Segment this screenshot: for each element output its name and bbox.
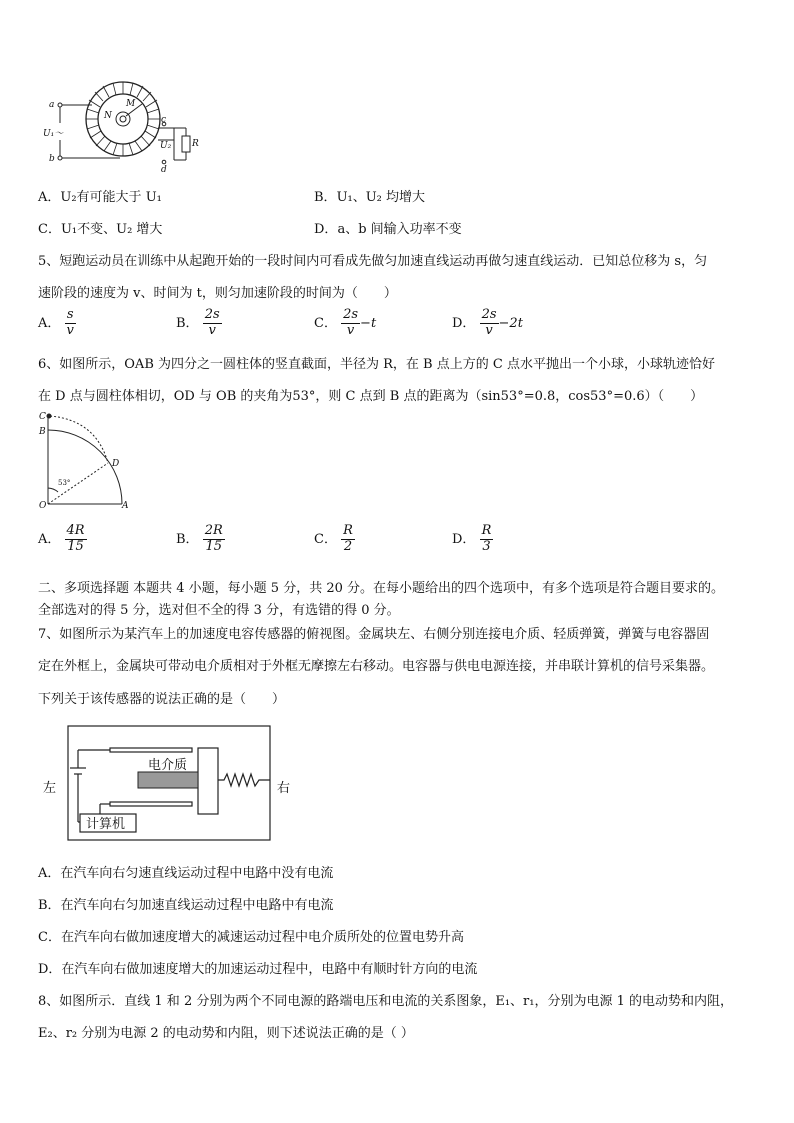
q5-option-c: C． $\frac{2s}{v}$ −t <box>314 307 377 338</box>
label-dielectric: 电介质 <box>148 758 188 773</box>
label-u1: U₁～ <box>43 129 64 139</box>
label-c: C <box>39 412 46 422</box>
label-d: d <box>161 165 167 174</box>
label-r: R <box>192 139 199 149</box>
quarter-cylinder-figure <box>36 408 136 512</box>
label-computer: 计算机 <box>86 817 126 832</box>
q4-option-a: A．U₂有可能大于 U₁ <box>38 190 162 205</box>
label-m: M <box>126 99 136 109</box>
capacitor-sensor-figure <box>40 720 300 848</box>
q5-option-a: A． $\frac{s}{v}$ <box>38 307 74 338</box>
q8-stem-line1: 8、如图所示．直线 1 和 2 分别为两个不同电源的路端电压和电流的关系图象，E₁、r₁，分别为电源 1 的电动势和内阻， <box>38 994 734 1009</box>
label-u2: U₂ <box>160 141 172 151</box>
q4-option-b: B．U₁、U₂ 均增大 <box>314 190 426 205</box>
label-d: D <box>112 459 120 469</box>
q7-option-c: C．在汽车向右做加速度增大的减速运动过程中电介质所处的位置电势升高 <box>38 930 464 945</box>
label-o: O <box>39 501 47 511</box>
label-a: A <box>122 501 129 511</box>
q4-option-c: C．U₁不变、U₂ 增大 <box>38 222 163 237</box>
q7-option-a: A．在汽车向右匀速直线运动过程中电路中没有电流 <box>38 866 334 881</box>
label-b: B <box>39 427 46 437</box>
transformer-figure <box>40 78 210 174</box>
label-angle: 53° <box>58 479 71 487</box>
label-b: b <box>49 154 55 164</box>
label-n: N <box>104 111 112 121</box>
section2-heading-line1: 二、多项选择题 本题共 4 小题，每小题 5 分，共 20 分。在每小题给出的四个选项中，有多个选项是符合题目要求的。 <box>38 581 725 596</box>
q6-option-b: B． $\frac{2R}{15}$ <box>176 523 223 554</box>
q7-stem-line1: 7、如图所示为某汽车上的加速度电容传感器的俯视图。金属块左、右侧分别连接电介质、轻质弹簧，弹簧与电容器固 <box>38 627 710 642</box>
section2-heading-line2: 全部选对的得 5 分，选对但不全的得 3 分，有选错的得 0 分。 <box>38 603 400 618</box>
q6-stem-line2: 在 D 点与圆柱体相切，OD 与 OB 的夹角为53°，则 C 点到 B 点的距离为（sin53°=0.8，cos53°=0.6）（ ） <box>38 389 704 404</box>
q6-option-c: C． $\frac{R}{2}$ <box>314 523 353 554</box>
q5-stem-line1: 5、短跑运动员在训练中从起跑开始的一段时间内可看成先做匀加速直线运动再做匀速直线运动．已知总位移为 s，匀 <box>38 254 708 269</box>
q5-option-b: B． $\frac{2s}{v}$ <box>176 307 220 338</box>
q7-option-d: D．在汽车向右做加速度增大的加速运动过程中，电路中有顺时针方向的电流 <box>38 962 478 977</box>
q7-stem-line2: 定在外框上，金属块可带动电介质相对于外框无摩擦左右移动。电容器与供电电源连接，并串联计算机的信号采集器。 <box>38 659 715 674</box>
label-left: 左 <box>43 781 57 796</box>
q5-option-d: D． $\frac{2s}{v}$ −2t <box>452 307 523 338</box>
q6-option-a: A． $\frac{4R}{15}$ <box>38 523 85 554</box>
q8-stem-line2: E₂、r₂ 分别为电源 2 的电动势和内阻，则下述说法正确的是（ ） <box>38 1026 414 1041</box>
dielectric-slab <box>138 772 198 788</box>
label-right: 右 <box>277 781 291 796</box>
q6-stem-line1: 6、如图所示，OAB 为四分之一圆柱体的竖直截面，半径为 R，在 B 点上方的 C 点水平抛出一个小球，小球轨迹恰好 <box>38 357 715 372</box>
q5-stem-line2: 速阶段的速度为 v、时间为 t，则匀加速阶段的时间为（ ） <box>38 286 397 301</box>
q7-stem-line3: 下列关于该传感器的说法正确的是（ ） <box>38 692 286 707</box>
q6-option-d: D． $\frac{R}{3}$ <box>452 523 492 554</box>
q7-option-b: B．在汽车向右匀加速直线运动过程中电路中有电流 <box>38 898 334 913</box>
q4-option-d: D．a、b 间输入功率不变 <box>314 222 462 237</box>
label-c: c <box>161 115 167 125</box>
label-a: a <box>49 100 55 110</box>
